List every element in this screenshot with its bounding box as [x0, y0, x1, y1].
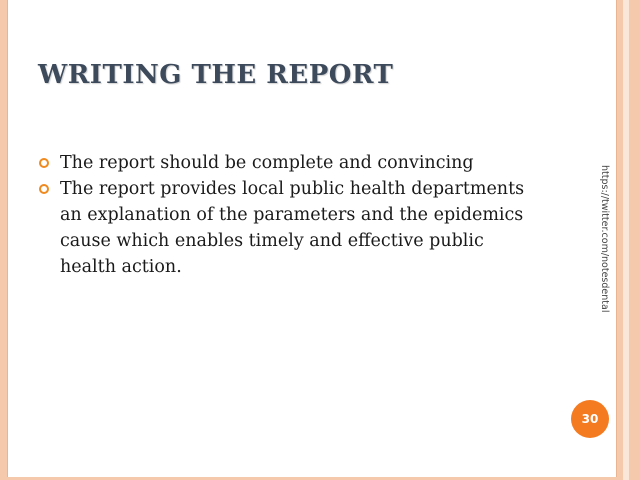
bullet-item	[38, 176, 538, 280]
bullet-text: The report should be complete and convincing	[60, 153, 474, 173]
bullet-item	[38, 150, 538, 176]
decorative-side-strip	[623, 0, 629, 480]
slide-title: WRITING THE REPORT	[38, 60, 394, 90]
side-url-text: https://twitter.com/notesdental	[599, 165, 610, 313]
ring-bullet-icon	[39, 184, 49, 194]
page-number-badge: 30	[571, 400, 609, 438]
bullet-list	[38, 150, 538, 280]
ring-bullet-icon	[39, 158, 49, 168]
bullet-text: The report provides local public health departments an explanation of the parameters and the epidemics cause which enables timely and effective public health action.	[60, 179, 525, 277]
slide	[7, 0, 617, 477]
